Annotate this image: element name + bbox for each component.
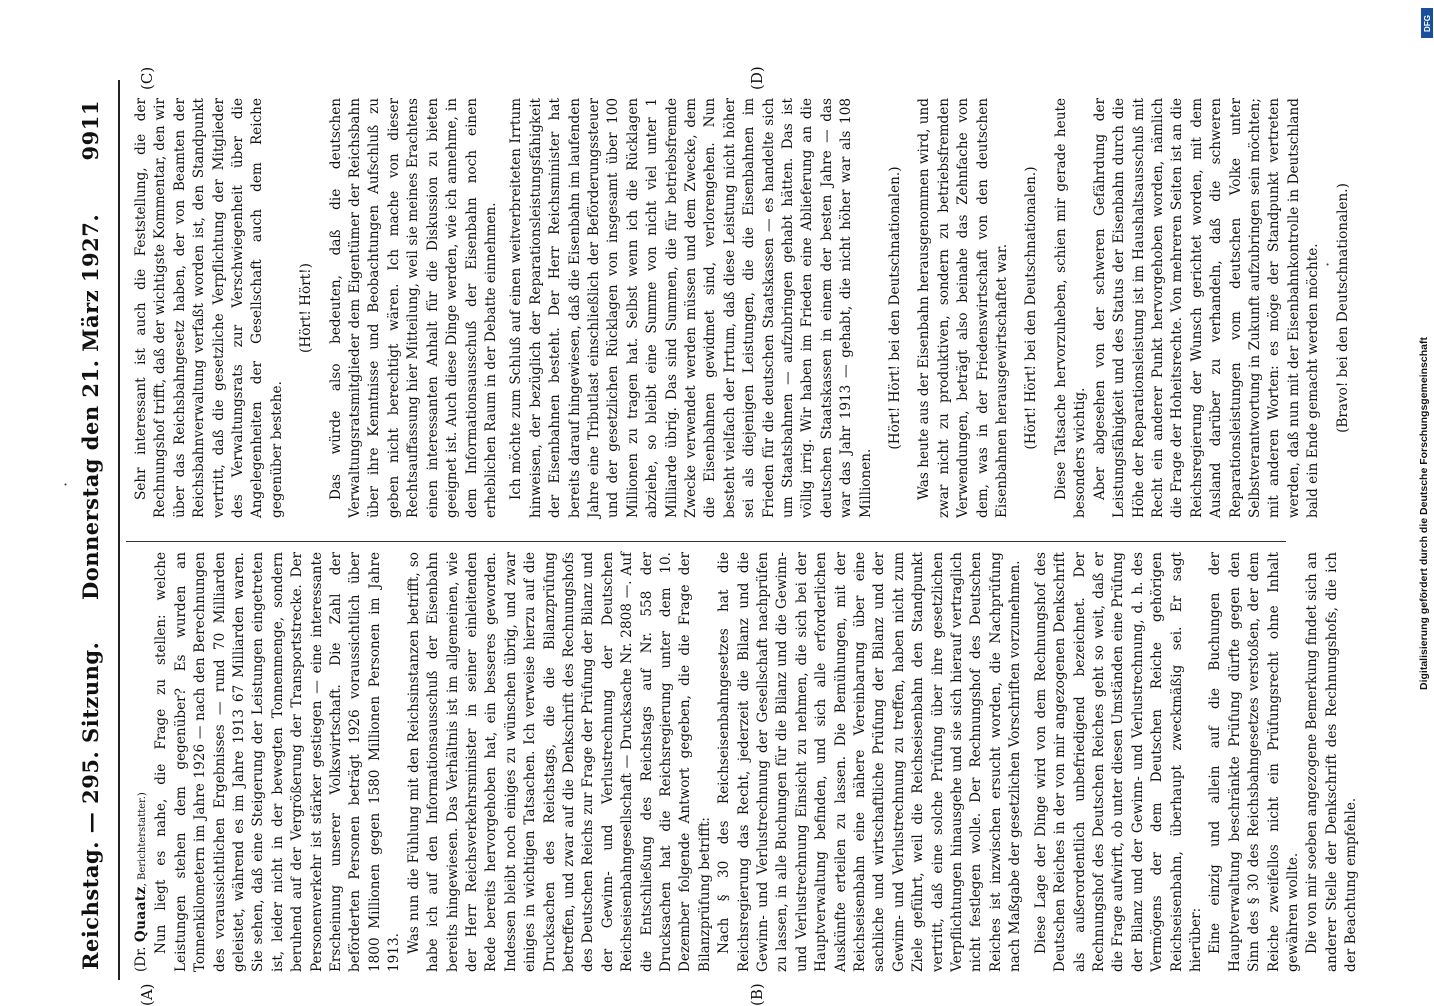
paragraph: Nun liegt es nahe, die Frage zu stellen: welche Leistungen stehen dem gegenüber? Es wurden an Tonnenkilometern im Jahre 1926 — nach den Berechnungen des voraussichtlichen Ergebnisses — rund 70 Milliarden geleistet, während es im Jahre 1913 67 Milliarden waren. Sie sehen, daß eine Steigerung der Leistungen eingetreten ist, leider nicht in der bewegten Tonnenmenge, sondern beruhend auf der Vergrößerung der Transportstrecke. Der Personenverkehr ist stärker gestiegen — eine interessante Erscheinung unserer Volkswirtschaft. Die Zahl der beförderten Personen beträgt 1926 voraussichtlich über 1800 Millionen gegen 1580 Millionen Personen im Jahre 1913. [153,552,403,972]
digitization-credit: Digitalisierung gefördert durch die Deutsche Forschungsgemeinschaft [1418,337,1430,690]
header-rule [118,80,120,980]
left-column [132,552,1362,972]
speaker-line [132,552,152,972]
quoted-paragraph: Eine einzig und allein auf die Buchungen der Hauptverwaltung beschränkte Prüfung dürfte gegen den Sinn des § 30 des Reichsbahngesetzes verstoßen, der dem Reiche zweifellos nicht ein Prüfungsrecht ohne Inhalt gewähren wollte. [1207,552,1301,972]
dfg-logo-text: DFG [1422,14,1432,32]
margin-marker-c: (C) [138,66,156,90]
speaker-name: Quaatz [133,886,149,943]
interjection: (Bravo! bei den Deutschnationalen.) [1334,183,1351,433]
page-number: 9911 [78,100,103,161]
paragraph: Sehr interessant ist auch die Feststellung, die der Rechnungshof trifft, daß der wichtigste Kommentar, den wir über das Reichsbahngesetz haben, der von Beamten der Reichsbahnverwaltung verfaßt worden ist, den Standpunkt vertritt, daß die gesetzliche Verpflichtung der Mitglieder des Verwaltungsrats zur Verschwiegenheit über die Angelegenheiten der Gesellschaft auch dem Reiche gegenüber bestehe. [133,98,285,518]
quoted-paragraph: Nach § 30 des Reichseisenbahngesetzes hat die Reichsregierung das Recht, jederzeit die Bilanz und die Gewinn- und Verlustrechnung der Gesellschaft nachprüfen zu lassen, in alle Buchungen für die Bilanz und die Gewinn- und Verlustrechnung Einsicht zu nehmen, die sich bei der Hauptverwaltung befinden, und sich alle erforderlichen Auskünfte erteilen zu lassen. Die Bemühungen, mit der Reichseisenbahn eine nähere Vereinbarung über eine sachliche und wirtschaftliche Prüfung der Bilanz und der Gewinn- und Verlustrechnung zu treffen, haben nicht zum Ziele geführt, weil die Reichseisenbahn den Standpunkt vertritt, daß eine solche Prüfung über ihre gesetzlichen Verpflichtungen hinausgehe und sie sich hierauf vertraglich nicht festlegen wolle. Der Rechnungshof des Deutschen Reiches ist inzwischen ersucht worden, die Nachprüfung nach Maßgabe der gesetzlichen Vorschriften vorzunehmen. [716,552,1024,972]
header-left: Reichstag. — 295. Sitzung. [78,641,103,970]
right-column [132,98,1363,518]
margin-marker-b: (B) [748,983,766,1006]
interjection: (Hört! Hört!) [298,263,315,353]
page-header [78,80,118,980]
paragraph: Was heute aus der Eisenbahn herausgenommen wird, und zwar nicht zu produktiven, sondern zu betriebsfremden Verwendungen, beträgt also beinahe das Zehnfache von dem, was in der Friedenswirtschaft von den deutschen Eisenbahnen herausgewirtschaftet war. [916,98,1011,518]
rotated-page-wrapper [48,66,1378,1006]
paragraph: Diese Lage der Dinge wird von dem Rechnungshof des Deutschen Reiches in der von mir angezogenen Denkschrift als außerordentlich unbefriedigend bezeichnet. Der Rechnungshof des Deutschen Reiches geht so weit, daß er die Frage aufwirft, ob unter diesen Umständen eine Prüfung der Bilanz und der Gewinn- und Verlustrechnung, d. h. des Vermögens der dem Deutschen Reiche gehörigen Reichseisenbahn, überhaupt zweckmäßig sei. Er sagt hierüber: [1032,552,1204,972]
paragraph: Aber abgesehen von der schweren Gefährdung der Leistungsfähigkeit und des Status der Eisenbahn durch die Höhe der Reparationsleistung ist im Haushaltsausschuß mit Recht ein anderer Punkt hervorgehoben worden, nämlich die Frage der Hoheitsrechte. Von mehreren Seiten ist an die Reichsregierung der Wunsch gerichtet worden, mit dem Ausland darüber zu verhandeln, daß die schweren Reparationsleistungen vom deutschen Volke unter Selbstverantwortung in Zukunft aufzubringen sein möchten; mit anderen Worten: es möge der Standpunkt vertreten werden, daß nun mit der Eisenbahnkontrolle in Deutschland bald ein Ende gemacht werden möchte. [1091,98,1322,518]
header-date: Donnerstag den 21. März 1927. [78,213,103,600]
speaker-prefix: (Dr. [133,942,149,972]
margin-marker-a: (A) [138,983,156,1006]
paragraph: Die von mir soeben angezogene Bemerkung findet sich an anderer Stelle der Denkschrift des Rechnungshofs, die ich der Beachtung empfehle. [1304,552,1360,972]
dfg-logo [1421,8,1433,38]
paragraph: Das würde also bedeuten, daß die deutschen Verwaltungsratsmitglieder dem Eigentümer der Reichsbahn über ihre Kenntnisse und Beobachtungen Aufschluß zu geben nicht berechtigt wären. Ich mache von dieser Rechtsauffassung hier Mitteilung, weil sie meines Erachtens einen interessanten Anhalt für die Diskussion zu bieten geeignet ist. Auch diese Dinge werden, wie ich annehme, in dem Informationsausschuß der Eisenbahn noch einen erheblichen Raum in der Debatte einnehmen. [327,98,499,518]
paragraph: Was nun die Fühlung mit den Reichsinstanzen betrifft, so habe ich auf den Informationsausschuß der Eisenbahn bereits hingewiesen. Das Verhältnis ist im allgemeinen, wie der Herr Reichsverkehrsminister in seiner einleitenden Rede bereits hervorgehoben hat, ein besseres geworden. Indessen bleibt noch einiges zu wünschen übrig, und zwar einiges in wichtigen Tatsachen. Ich verweise hierzu auf die Drucksachen des Reichstags, die die Bilanzprüfung betreffen, und zwar auf die Denkschrift des Rechnungshofs des Deutschen Reichs zur Frage der Prüfung der Bilanz und der Gewinn- und Verlustrechnung der Deutschen Reichseisenbahngesellschaft — Drucksache Nr. 2808 —. Auf die Entschließung des Reichstags auf Nr. 558 der Drucksachen hat die Reichsregierung unter dem 10. Dezember folgende Antwort gegeben, die die Frage der Bilanzprüfung betrifft: [405,552,713,972]
print-speck: · [63,475,69,494]
newspaper-page [48,66,1378,1006]
column-divider [126,541,1286,542]
interjection: (Hört! Hört! bei den Deutschnationalen.) [887,166,904,450]
interjection: (Hört! Hört! bei den Deutschnationalen.) [1023,166,1040,450]
margin-marker-d: (D) [748,66,766,90]
paragraph: Diese Tatsache hervorzuheben, schien mir gerade heute besonders wichtig. [1052,98,1089,518]
print-speck: · [1325,255,1331,274]
paragraph: Ich möchte zum Schluß auf einen weitverbreiteten Irrtum hinweisen, der bezüglich der Reparationsleistungsfähigkeit der Eisenbahnen besteht. Der Herr Reichsminister hat bereits darauf hingewiesen, daß die Eisenbahn im laufenden Jahre eine Tributlast einschließlich der Beförderungssteuer und der gesetzlichen Rücklagen von insgesamt über 100 Millionen zu tragen hat. Selbst wenn ich die Rücklagen abziehe, so bleibt eine Summe von nicht viel unter 1 Milliarde übrig. Das sind Summen, die für betriebsfremde Zwecke verwendet werden müssen und dem Zwecke, dem die Eisenbahnen gewidmet sind, verlorengehen. Nun besteht vielfach der Irrtum, daß diese Leistung nicht höher sei als diejenigen Leistungen, die die Eisenbahnen im Frieden für die deutschen Staatskassen — es handelte sich um Staatsbahnen — aufzubringen gehabt hätten. Das ist völlig irrig. Wir haben im Frieden eine Ablieferung an die deutschen Staatskassen in einem der besten Jahre — das war das Jahr 1913 — gehabt, die nicht höher war als 108 Millionen. [508,98,874,518]
speaker-role: , Berichterstatter.) [137,792,148,887]
